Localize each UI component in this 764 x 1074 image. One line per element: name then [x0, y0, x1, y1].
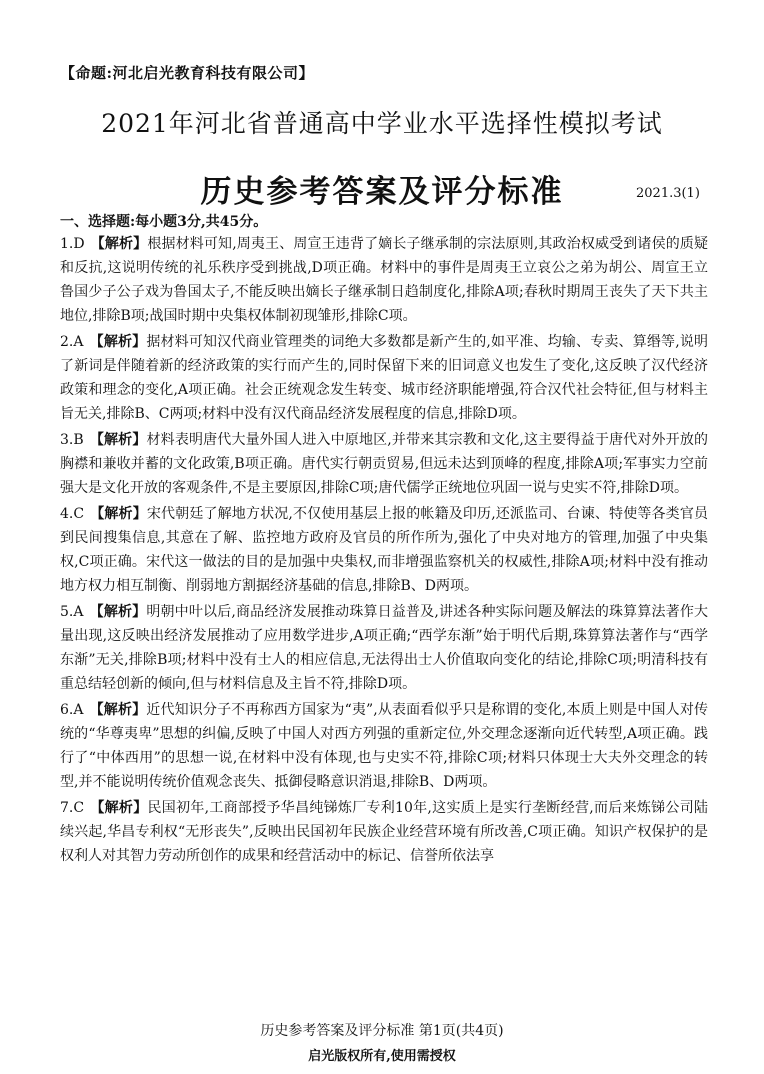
item-text: 材料表明唐代大量外国人进入中原地区,并带来其宗教和文化,这主要得益于唐代对外开放的胸襟和兼收并蓄的文化政策,B项正确。唐代实行朝贡贸易,但远未达到顶峰的程度,排除A项;军事实力空前强大是文化开放的客观条件,不是主要原因,排除C项;唐代儒学正统地位巩固一说与史实不符,排除D项。	[60, 432, 708, 496]
item-answer: C	[73, 800, 85, 816]
item-text: 民国初年,工商部授予华昌纯锑炼厂专利10年,这实质上是实行垄断经营,而后来炼锑公司陆续兴起,华昌专利权“无形丧失”,反映出民国初年民族企业经营环境有所改善,C项正确。知识产权保护的是权利人对其智力劳动所创作的成果和经营活动中的标记、信誉所依法享	[60, 800, 708, 864]
item-label: 【解析】	[90, 506, 147, 522]
item-number: 6.	[60, 702, 74, 718]
item-text: 明朝中叶以后,商品经济发展推动珠算日益普及,讲述各种实际问题及解法的珠算算法著作大量出现,这反映出经济发展推动了应用数学进步,A项正确;“西学东渐”始于明代后期,珠算算法著作与“西学东渐”无关,排除B项;材料中没有士人的相应信息,无法得出士人价值取向变化的结论,排除C项;明清科技有重总结轻创新的倾向,但与材料信息及主旨不符,排除D项。	[60, 604, 709, 692]
exam-title: 2021年河北省普通高中学业水平选择性模拟考试	[101, 109, 663, 138]
item-answer: B	[73, 432, 84, 448]
page-footer: 历史参考答案及评分标准 第1页(共4页)	[260, 1023, 504, 1039]
item-number: 3.	[60, 432, 74, 448]
item-number: 2.	[60, 334, 74, 350]
item-label: 【解析】	[90, 236, 148, 252]
answer-item-3	[60, 428, 708, 500]
item-answer: D	[73, 236, 85, 252]
page-title: 历史参考答案及评分标准	[200, 174, 564, 210]
section-heading: 一、选择题:每小题3分,共45分。	[60, 214, 268, 230]
item-label: 【解析】	[89, 432, 147, 448]
copyright-notice: 启光版权所有,使用需授权	[308, 1049, 456, 1064]
item-answer: A	[73, 702, 84, 718]
item-text: 根据材料可知,周夷王、周宣王违背了嫡长子继承制的宗法原则,其政治权威受到诸侯的质疑和反抗,这说明传统的礼乐秩序受到挑战,D项正确。材料中的事件是周夷王立哀公之弟为胡公、周宣王立鲁国少子公子戏为鲁国太子,不能反映出嫡长子继承制日趋制度化,排除A项;春秋时期周王丧失了天下共主地位,排除B项;战国时期中央集权体制初现雏形,排除C项。	[60, 236, 709, 324]
answer-item-2	[60, 330, 708, 426]
item-label: 【解析】	[89, 702, 147, 718]
item-answer: A	[73, 604, 84, 620]
answer-item-7	[60, 796, 708, 868]
item-label: 【解析】	[90, 800, 148, 816]
item-number: 4.	[60, 506, 74, 522]
answer-item-4	[60, 502, 708, 598]
item-answer: C	[73, 506, 85, 522]
answer-item-6	[60, 698, 708, 794]
answer-item-5	[60, 600, 708, 696]
answer-item-1	[60, 232, 708, 328]
item-label: 【解析】	[89, 334, 147, 350]
item-text: 宋代朝廷了解地方状况,不仅使用基层上报的帐籍及印历,还派监司、台谏、特使等各类官员到民间搜集信息,其意在了解、监控地方政府及官员的所作所为,强化了中央对地方的管理,加强了中央集权,C项正确。宋代这一做法的目的是加强中央集权,而非增强监察机关的权威性,排除A项;材料中没有推动地方权力相互制衡、削弱地方割据经济基础的信息,排除B、D两项。	[60, 506, 708, 594]
answer-list	[60, 232, 708, 870]
item-number: 7.	[60, 800, 74, 816]
author-tag: 【命题:河北启光教育科技有限公司】	[60, 64, 315, 82]
item-number: 1.	[60, 236, 74, 252]
item-label: 【解析】	[89, 604, 147, 620]
item-text: 近代知识分子不再称西方国家为“夷”,从表面看似乎只是称谓的变化,本质上则是中国人对传统的“华尊夷卑”思想的纠偏,反映了中国人对西方列强的重新定位,外交理念逐渐向近代转型,A项正确。践行了“中体西用”的思想一说,在材料中没有体现,也与史实不符,排除C项;材料只体现士大夫外交理念的转型,并不能说明传统价值观念丧失、抵御侵略意识消退,排除B、D两项。	[60, 702, 708, 790]
exam-date: 2021.3(1)	[636, 186, 700, 201]
item-text: 据材料可知汉代商业管理类的词绝大多数都是新产生的,如平准、均输、专卖、算缗等,说明了新词是伴随着新的经济政策的实行而产生的,同时保留下来的旧词意义也发生了变化,这反映了汉代经济政策和理念的变化,A项正确。社会正统观念发生转变、城市经济职能增强,符合汉代社会特征,但与材料主旨无关,排除B、C两项;材料中没有汉代商品经济发展程度的信息,排除D项。	[60, 334, 709, 422]
item-answer: A	[73, 334, 84, 350]
item-number: 5.	[60, 604, 74, 620]
